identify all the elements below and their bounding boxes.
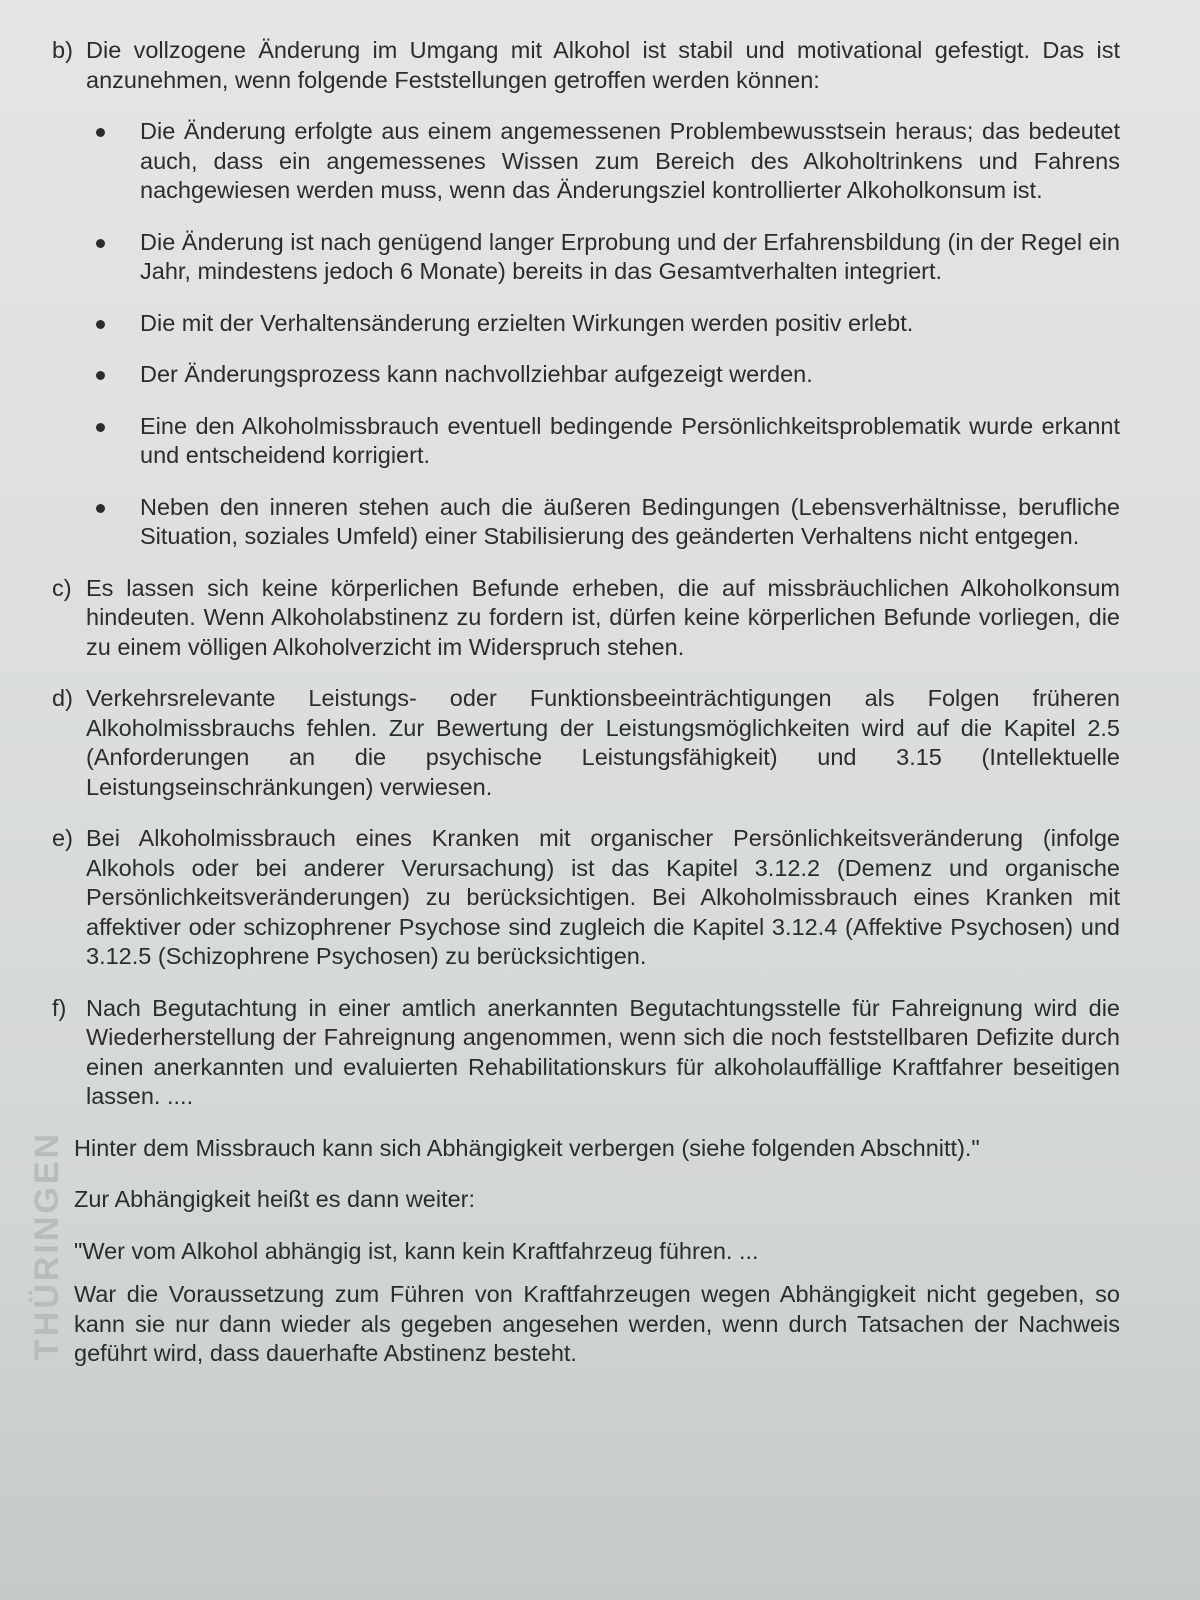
item-b: [52, 36, 1120, 95]
list-item: [52, 360, 1120, 390]
item-f-text: Nach Begutachtung in einer amtlich anerkannten Begutachtungsstelle für Fahreignung wird die Wiederherstellung der Fahreignung angenommen, wenn sich die noch feststellbaren Defizite durch einen anerkannten und evaluierten Rehabilitationskurs für alkoholauffällige Kraftfahrer beseitigen lassen. ....: [86, 994, 1120, 1109]
list-item-text: Eine den Alkoholmissbrauch eventuell bedingende Persönlichkeitsproblematik wurde erkannt und entscheidend korrigiert.: [140, 412, 1120, 468]
item-e: [52, 824, 1120, 972]
bullet-icon: [52, 309, 140, 339]
bullet-icon: [52, 360, 140, 390]
document-body: [52, 36, 1120, 1391]
bullet-list: [52, 117, 1120, 552]
item-e-label: e): [52, 825, 73, 851]
list-item-text: Die mit der Verhaltensänderung erzielten Wirkungen werden positiv erlebt.: [140, 309, 914, 336]
list-item-text: Die Änderung ist nach genügend langer Erprobung und der Erfahrensbildung (in der Regel ein Jahr, mindestens jedoch 6 Monate) bereits in das Gesamtverhalten integriert.: [140, 228, 1120, 284]
item-c-text: Es lassen sich keine körperlichen Befunde erheben, die auf missbräuchlichen Alkoholkonsum hindeuten. Wenn Alkoholabstinenz zu fordern ist, dürfen keine körperlichen Befunde vorliegen, die zu einem völligen Alkoholverzicht im Widerspruch stehen.: [86, 574, 1120, 660]
list-item: [52, 228, 1120, 287]
list-item: [52, 412, 1120, 471]
item-c: [52, 574, 1120, 663]
list-item-text: Die Änderung erfolgte aus einem angemessenen Problembewusstsein heraus; das bedeutet auch, dass ein angemessenes Wissen zum Bereich des Alkoholtrinkens und Fahrens nachgewiesen werden muss, wenn das Änderungsziel kontrollierter Alkoholkonsum ist.: [140, 118, 1120, 203]
bullet-icon: [52, 412, 140, 471]
paragraph: War die Voraussetzung zum Führen von Kraftfahrzeugen wegen Abhängigkeit nicht gegeben, so kann sie nur dann wieder als gegeben angesehen werden, wenn durch Tatsachen der Nachweis geführt wird, dass dauerhafte Abstinenz besteht.: [74, 1281, 1120, 1366]
item-b-label: b): [52, 37, 73, 63]
item-f: [52, 994, 1120, 1112]
item-c-label: c): [52, 574, 72, 601]
item-f-label: f): [52, 994, 67, 1021]
item-b-text: Die vollzogene Änderung im Umgang mit Alkohol ist stabil und motivational gefestigt. Das ist anzunehmen, wenn folgende Feststellungen getroffen werden können:: [86, 37, 1120, 93]
paragraph: Hinter dem Missbrauch kann sich Abhängigkeit verbergen (siehe folgenden Abschnitt).": [74, 1134, 980, 1161]
list-item: [52, 117, 1120, 206]
list-item: [52, 493, 1120, 552]
list-item: [52, 309, 1120, 339]
watermark: THÜRINGEN: [28, 1130, 66, 1360]
item-d-text: Verkehrsrelevante Leistungs- oder Funktionsbeeinträchtigungen als Folgen früheren Alkoholmissbrauchs fehlen. Zur Bewertung der Leistungsmöglichkeiten wird auf die Kapitel 2.5 (Anforderungen an die psychische Leistungsfähigkeit) und 3.15 (Intellektuelle Leistungseinschränkungen) verwiesen.: [86, 685, 1120, 800]
list-item-text: Der Änderungsprozess kann nachvollziehbar aufgezeigt werden.: [140, 361, 813, 387]
item-d: [52, 684, 1120, 802]
item-d-label: d): [52, 685, 73, 711]
paragraph: Zur Abhängigkeit heißt es dann weiter:: [74, 1186, 476, 1212]
bullet-icon: [52, 117, 140, 206]
bullet-icon: [52, 228, 140, 287]
paragraph: "Wer vom Alkohol abhängig ist, kann kein Kraftfahrzeug führen. ...: [74, 1237, 759, 1264]
item-e-text: Bei Alkoholmissbrauch eines Kranken mit organischer Persönlichkeitsveränderung (infolge Alkohols oder bei anderer Verursachung) ist das Kapitel 3.12.2 (Demenz und organische Persönlichkeitsveränderungen) zu berücksichtigen. Bei Alkoholmissbrauch eines Kranken mit affektiver oder schizophrener Psychose sind zugleich die Kapitel 3.12.4 (Affektive Psychosen) und 3.12.5 (Schizophrene Psychosen) zu berücksichtigen.: [86, 825, 1120, 969]
list-item-text: Neben den inneren stehen auch die äußeren Bedingungen (Lebensverhältnisse, berufliche Situation, soziales Umfeld) einer Stabilisierung des geänderten Verhaltens nicht entgegen.: [140, 493, 1120, 549]
bullet-icon: [52, 493, 140, 552]
